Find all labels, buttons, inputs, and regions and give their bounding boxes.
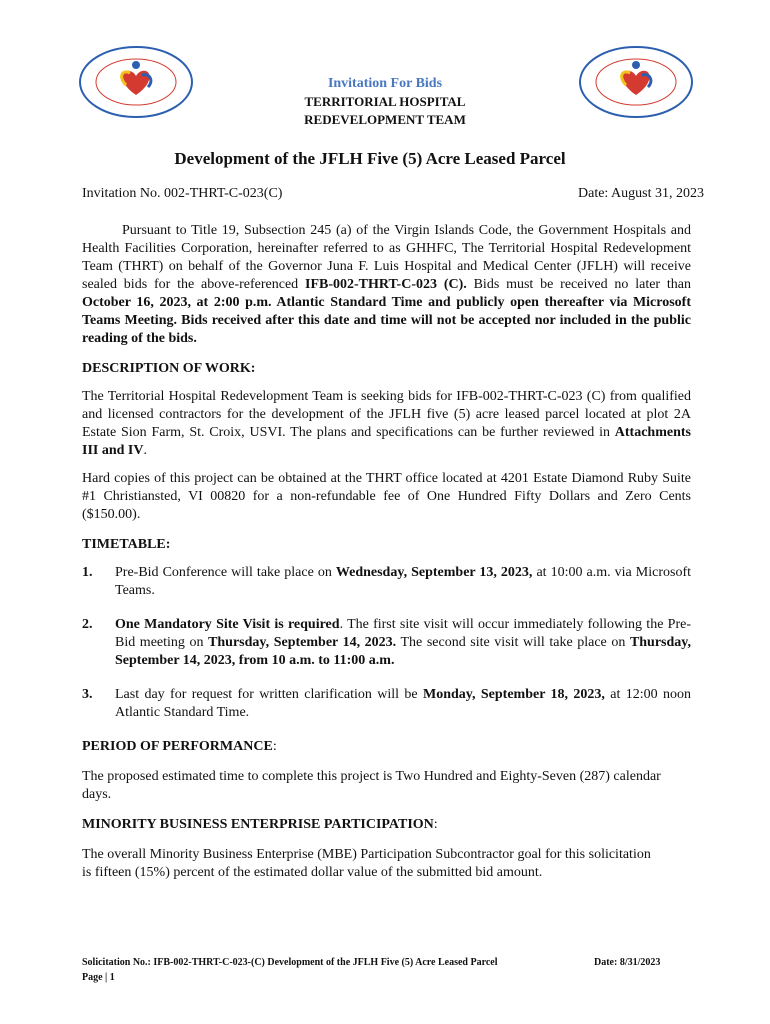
intro-paragraph xyxy=(82,222,691,348)
timetable-heading: TIMETABLE: xyxy=(82,537,171,552)
heading-colon: : xyxy=(433,817,438,832)
mbe-heading xyxy=(82,816,691,834)
item-date: Monday, September 18, 2023, xyxy=(422,687,605,702)
heading-colon: : xyxy=(272,739,277,754)
page-footer xyxy=(82,955,702,985)
document-date: Date: August 31, 2023 xyxy=(578,186,704,201)
item-number: 3. xyxy=(82,687,93,702)
org-name-line-1: TERRITORIAL HOSPITAL xyxy=(304,94,466,109)
meta-row xyxy=(82,186,704,202)
item-text: Last day for request for written clarification will be xyxy=(115,687,423,702)
org-name-line-2: REDEVELOPMENT TEAM xyxy=(304,112,466,127)
item-date: Wednesday, September 13, 2023, xyxy=(335,565,533,580)
performance-heading xyxy=(82,738,691,756)
performance-heading-text: PERIOD OF PERFORMANCE xyxy=(82,739,273,754)
item-text: Pre-Bid Conference will take place on xyxy=(115,565,336,580)
timetable-item xyxy=(82,564,691,600)
description-attachments: Attachments III and IV xyxy=(82,425,691,458)
item-number: 2. xyxy=(82,617,93,632)
item-date: Thursday, September 14, 2023, from 10 a.m. to 11:00 a.m. xyxy=(115,635,692,668)
item-text: at 12:00 noon Atlantic Standard Time. xyxy=(115,687,691,720)
intro-text-c: Bids must be received no later than xyxy=(466,277,692,292)
document-body xyxy=(82,222,691,882)
timetable-item xyxy=(82,686,691,722)
footer-solicitation: Solicitation No.: IFB-002-THRT-C-023-(C) Development of the JFLH Five (5) Acre Leased Parcel xyxy=(82,957,498,968)
performance-paragraph: The proposed estimated time to complete this project is Two Hundred and Eighty-Seven (287) calendar days. xyxy=(82,769,661,802)
intro-ifb-number: IFB-002-THRT-C-023 (C). xyxy=(305,277,467,292)
letterhead xyxy=(0,75,770,129)
hard-copies-paragraph: Hard copies of this project can be obtained at the THRT office located at 4201 Estate Diamond Ruby Suite #1 Christiansted, VI 00820 for a non-refundable fee of One Hundred Fifty Dollars and Zero Cents ($150.00). xyxy=(82,471,691,522)
intro-deadline: October 16, 2023, at 2:00 p.m. Atlantic Standard Time and publicly open thereafter via Microsoft Teams Meeting. Bids received after this date and time will not be accepted nor included in the public reading of the bids. xyxy=(82,295,691,346)
item-date: Thursday, September 14, 2023. xyxy=(208,635,397,650)
intro-text-a: Pursuant to Title 19, Subsection 245 (a) of the Virgin Islands Code, the Government Hospitals and Health Facilities Corporation, hereinafter referred to as GHHFC, The Territorial Hospital Redevelopment Team (THRT) on behalf of the Governor Juna F. Luis Hospital and Medical Center (JFLH) will receive sealed bids for the above-referenced xyxy=(82,223,691,292)
description-text: The Territorial Hospital Redevelopment Team is seeking bids for IFB-002-THRT-C-023 (C) from qualified and licensed contractors for the development of the JFLH five (5) acre leased parcel located at plot 2A Estate Sion Farm, St. Croix, USVI. The plans and specifications can be further reviewed in xyxy=(82,389,691,440)
item-emphasis: One Mandatory Site Visit is required xyxy=(115,617,340,632)
document-title: Development of the JFLH Five (5) Acre Leased Parcel xyxy=(174,149,566,168)
description-period: . xyxy=(143,443,147,458)
item-text: . The first site visit will occur immediately following the Pre-Bid meeting on xyxy=(115,617,691,650)
footer-page-number: Page | 1 xyxy=(82,972,115,983)
invitation-number: Invitation No. 002-THRT-C-023(C) xyxy=(82,186,283,201)
invitation-label: Invitation For Bids xyxy=(327,76,443,91)
item-text: The second site visit will take place on xyxy=(396,635,630,650)
item-text: at 10:00 a.m. via Microsoft Teams. xyxy=(115,565,691,598)
description-paragraph xyxy=(82,388,691,460)
timetable-item xyxy=(82,616,691,670)
footer-date: Date: 8/31/2023 xyxy=(594,957,661,968)
item-number: 1. xyxy=(82,565,93,580)
mbe-heading-text: MINORITY BUSINESS ENTERPRISE PARTICIPATION xyxy=(82,817,434,832)
mbe-paragraph: The overall Minority Business Enterprise (MBE) Participation Subcontractor goal for this solicitation is fifteen (15%) percent of the estimated dollar value of the submitted bid amount. xyxy=(82,847,651,880)
description-heading: DESCRIPTION OF WORK: xyxy=(82,361,256,376)
timetable-list xyxy=(82,564,691,722)
